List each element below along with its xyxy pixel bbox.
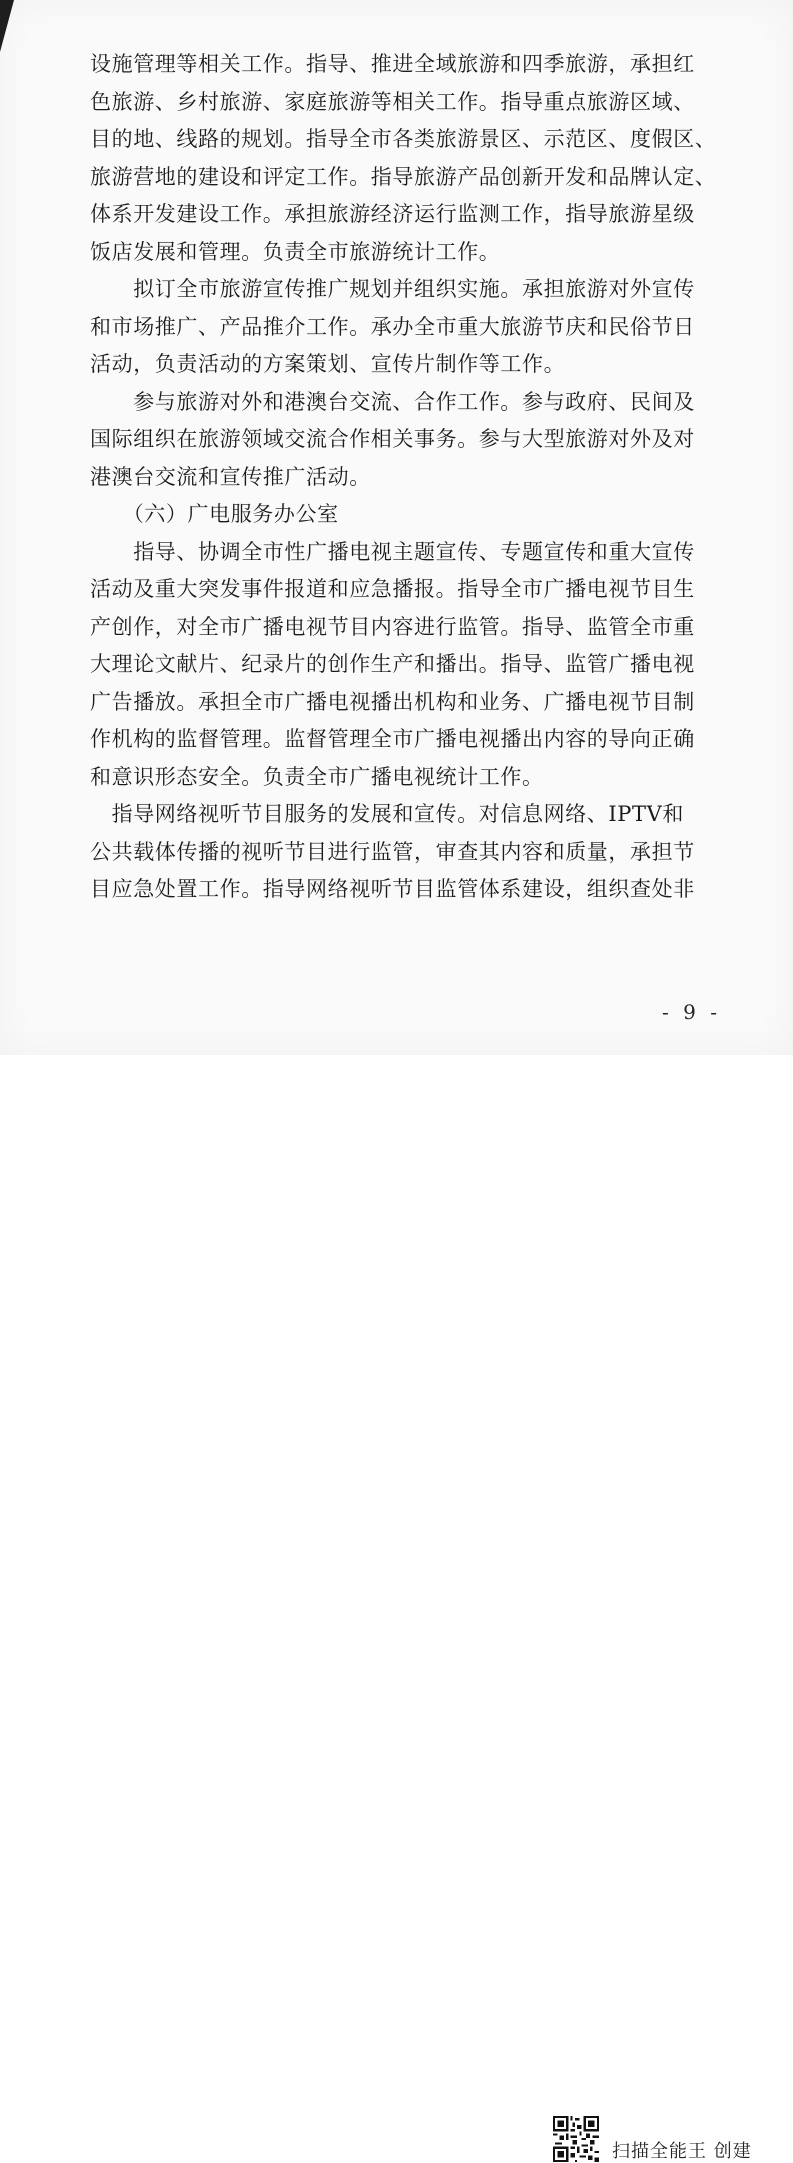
scanner-brand-text: 扫描全能王 创建 [612, 2141, 752, 2162]
text-line: 指导、协调全市性广播电视主题宣传、专题宣传和重大宣传 [90, 539, 695, 564]
text-line: 活动及重大突发事件报道和应急播报。指导全市广播电视节目生 [90, 577, 695, 601]
scan-corner-shadow [0, 0, 14, 52]
page-number: - 9 - [662, 1000, 721, 1024]
text-line: 饭店发展和管理。负责全市旅游统计工作。 [90, 239, 501, 264]
text-line: 活动，负责活动的方案策划、宣传片制作等工作。 [90, 352, 566, 376]
text-line: 色旅游、乡村旅游、家庭旅游等相关工作。指导重点旅游区域、 [90, 89, 695, 114]
text-line: 和市场推广、产品推介工作。承办全市重大旅游节庆和民俗节日 [90, 314, 695, 339]
scanner-footer [0, 1055, 793, 2162]
text-line: 国际组织在旅游领域交流合作相关事务。参与大型旅游对外及对 [90, 427, 695, 451]
text-line: 和意识形态安全。负责全市广播电视统计工作。 [90, 764, 544, 789]
text-line: 公共载体传播的视听节目进行监管，审查其内容和质量，承担节 [90, 839, 695, 864]
text-line: 大理论文献片、纪录片的创作生产和播出。指导、监管广播电视 [90, 652, 695, 676]
text-line: 参与旅游对外和港澳台交流、合作工作。参与政府、民间及 [90, 389, 695, 414]
text-line: 产创作，对全市广播电视节目内容进行监管。指导、监管全市重 [90, 614, 695, 639]
qr-code-icon [553, 2116, 599, 2162]
text-line: 拟订全市旅游宣传推广规划并组织实施。承担旅游对外宣传 [90, 277, 695, 301]
text-line: 目的地、线路的规划。指导全市各类旅游景区、示范区、度假区、 [90, 127, 717, 151]
text-line: 体系开发建设工作。承担旅游经济运行监测工作，指导旅游星级 [90, 202, 695, 226]
text-line: 指导网络视听节目服务的发展和宣传。对信息网络、IPTV和 [90, 802, 684, 826]
text-line: 设施管理等相关工作。指导、推进全域旅游和四季旅游，承担红 [90, 52, 695, 76]
text-line: 目应急处置工作。指导网络视听节目监管体系建设，组织查处非 [90, 877, 695, 901]
section-heading: （六）广电服务办公室 [90, 502, 339, 526]
text-line: 作机构的监督管理。监督管理全市广播电视播出内容的导向正确 [90, 727, 695, 751]
scanned-page [0, 0, 793, 1055]
text-line: 旅游营地的建设和评定工作。指导旅游产品创新开发和品牌认定、 [90, 164, 717, 189]
document-body [90, 46, 716, 909]
text-line: 广告播放。承担全市广播电视播出机构和业务、广播电视节目制 [90, 689, 695, 714]
text-line: 港澳台交流和宣传推广活动。 [90, 464, 371, 489]
